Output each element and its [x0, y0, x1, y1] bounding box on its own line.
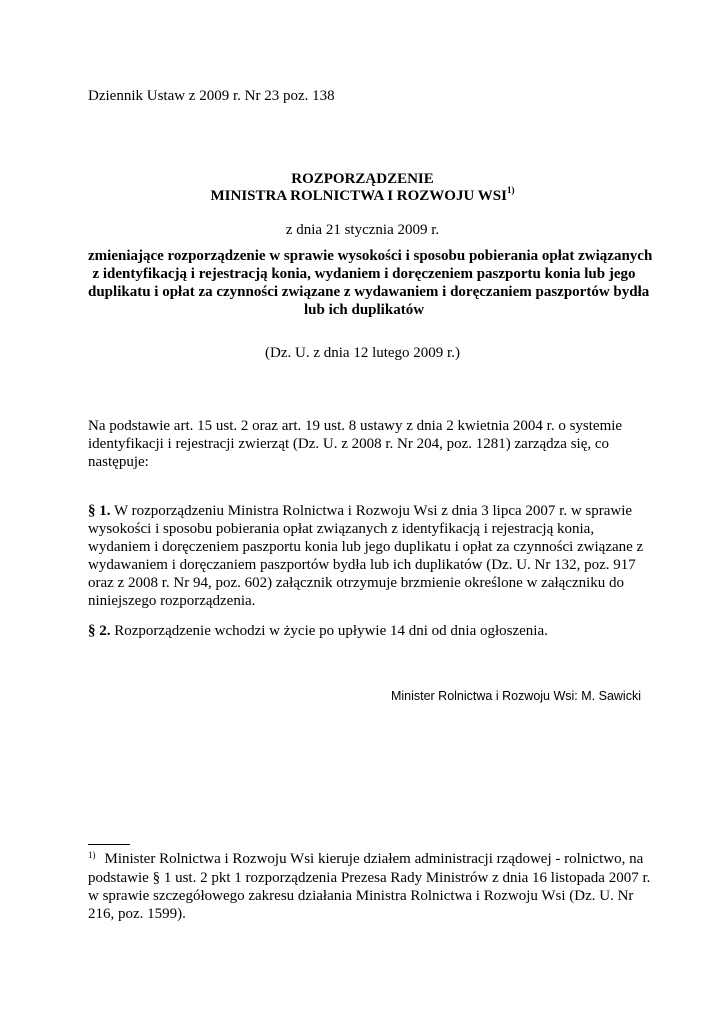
paragraph-1-line: oraz z 2008 r. Nr 94, poz. 602) załącznik otrzymuje brzmienie określone w załączniku do: [88, 575, 625, 591]
subject-line: zmieniające rozporządzenie w sprawie wysokości i sposobu pobierania opłat związanych: [88, 248, 653, 264]
subject-line: lub ich duplikatów: [303, 302, 425, 318]
footnote-reference: 1): [506, 185, 515, 195]
publication-reference: (Dz. U. z dnia 12 lutego 2009 r.): [265, 345, 460, 361]
paragraph-2-label: § 2.: [88, 623, 111, 639]
footnote-first-line: [88, 850, 648, 869]
document-subject: [88, 247, 653, 319]
paragraph-2: [88, 622, 548, 640]
paragraph-1-first-line: [88, 502, 648, 520]
subject-line: z identyfikacją i rejestracją konia, wydaniem i doręczeniem paszportu konia lub jego: [92, 266, 636, 282]
paragraph-1-line: wydawaniem i doręczaniem paszportów bydła lub ich duplikatów (Dz. U. Nr 132, poz. 917: [88, 557, 636, 573]
paragraph-1: [88, 502, 648, 610]
paragraph-1-line: wysokości i sposobu pobierania opłat związanych z identyfikacją i rejestracją konia,: [88, 521, 595, 537]
footnote: [88, 850, 651, 923]
document-type-title: ROZPORZĄDZENIE: [291, 171, 434, 187]
footnote-line: podstawie § 1 ust. 2 pkt 1 rozporządzenia Prezesa Rady Ministrów z dnia 16 listopada 2007 r.: [88, 870, 651, 886]
footnote-mark: 1): [88, 850, 96, 860]
footnote-line: 216, poz. 1599).: [88, 906, 186, 922]
issuing-authority-label: MINISTRA ROLNICTWA I ROZWOJU WSI: [210, 188, 507, 204]
paragraph-1-line: wydaniem i doręczeniem paszportu konia lub jego duplikatu i opłat za czynności związane z: [88, 539, 644, 555]
subject-line: duplikatu i opłat za czynności związane z wydawaniem i doręczaniem paszportów bydła: [88, 284, 650, 300]
paragraph-1-label: § 1.: [88, 503, 111, 519]
footnote-line: w sprawie szczegółowego zakresu działania Ministra Rolnictwa i Rozwoju Wsi (Dz. U. Nr: [88, 888, 634, 904]
legal-basis: [88, 417, 648, 471]
journal-reference: Dziennik Ustaw z 2009 r. Nr 23 poz. 138: [88, 88, 335, 104]
signature-line: Minister Rolnictwa i Rozwoju Wsi: M. Sawicki: [390, 689, 641, 703]
footnote-text: Minister Rolnictwa i Rozwoju Wsi kieruje działem administracji rządowej - rolnictwo, na: [104, 851, 644, 867]
legal-basis-line: identyfikacji i rejestracji zwierząt (Dz. U. z 2008 r. Nr 204, poz. 1281) zarządza się, co: [88, 436, 610, 452]
paragraph-2-text: Rozporządzenie wchodzi w życie po upływie 14 dni od dnia ogłoszenia.: [110, 623, 548, 639]
legal-basis-line: Na podstawie art. 15 ust. 2 oraz art. 19 ust. 8 ustawy z dnia 2 kwietnia 2004 r. o systemie: [88, 418, 623, 434]
document-date: z dnia 21 stycznia 2009 r.: [285, 222, 440, 238]
issuing-authority-title: [0, 187, 725, 205]
paragraph-1-line: niniejszego rozporządzenia.: [88, 593, 256, 609]
paragraph-1-text: W rozporządzeniu Ministra Rolnictwa i Rozwoju Wsi z dnia 3 lipca 2007 r. w sprawie: [110, 503, 633, 519]
legal-basis-line: następuje:: [88, 454, 149, 470]
footnote-divider: [88, 844, 130, 845]
